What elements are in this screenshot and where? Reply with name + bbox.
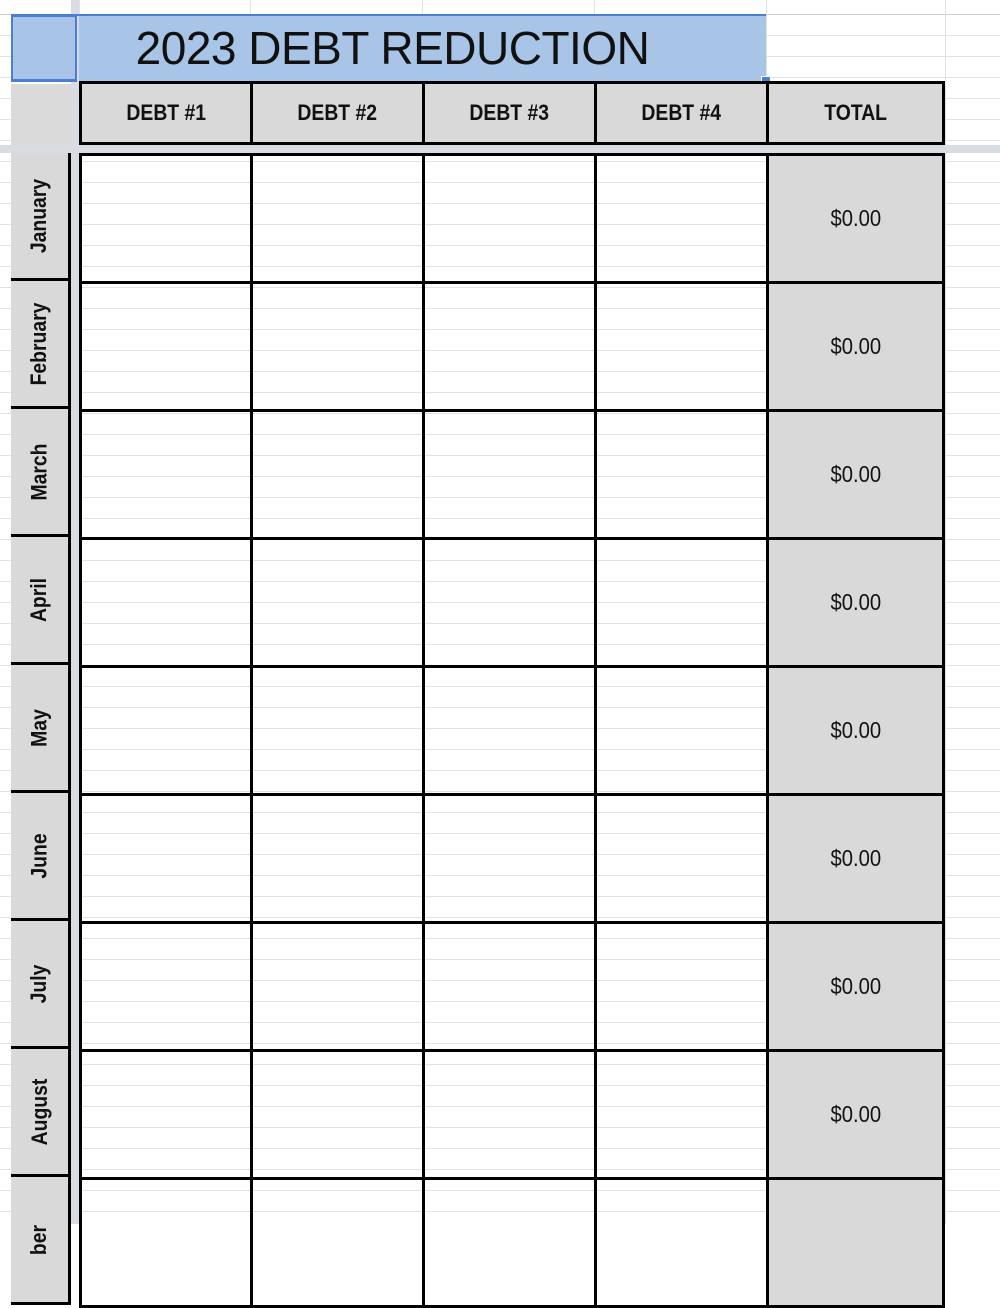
column-header-total[interactable] <box>766 81 945 145</box>
row-label-august[interactable] <box>11 1049 71 1177</box>
debt-1-cell[interactable] <box>79 537 253 668</box>
row-label-ber[interactable] <box>11 1177 71 1305</box>
selection-border <box>11 14 766 16</box>
debt-3-cell[interactable] <box>422 793 597 924</box>
debt-3-cell[interactable] <box>422 153 597 284</box>
month-label: January <box>26 178 52 253</box>
sheet-title: 2023 DEBT REDUCTION <box>135 22 650 74</box>
title-cell[interactable] <box>79 15 766 81</box>
month-label: ber <box>26 1224 52 1255</box>
column-header-debt-2[interactable] <box>250 81 425 145</box>
frozen-column-divider[interactable] <box>71 0 79 1224</box>
header-corner-cell[interactable] <box>11 84 71 145</box>
total-value: $0.00 <box>830 973 881 999</box>
debt-2-cell[interactable] <box>250 665 425 796</box>
row-label-february[interactable] <box>11 281 71 409</box>
column-header-debt-1[interactable] <box>79 81 253 145</box>
debt-1-cell[interactable] <box>79 1049 253 1180</box>
debt-2-cell[interactable] <box>250 537 425 668</box>
total-cell[interactable] <box>766 281 945 412</box>
debt-4-cell[interactable] <box>594 537 769 668</box>
debt-2-cell[interactable] <box>250 281 425 412</box>
total-cell[interactable] <box>766 153 945 284</box>
debt-2-cell[interactable] <box>250 153 425 284</box>
total-cell[interactable] <box>766 409 945 540</box>
row-label-may[interactable] <box>11 665 71 793</box>
grid-line <box>945 0 946 1224</box>
debt-1-cell[interactable] <box>79 921 253 1052</box>
selected-cell[interactable] <box>11 15 77 81</box>
row-label-january[interactable] <box>11 153 71 281</box>
debt-1-cell[interactable] <box>79 153 253 284</box>
debt-3-cell[interactable] <box>422 1177 597 1308</box>
debt-2-cell[interactable] <box>250 1177 425 1308</box>
column-header-debt-4[interactable] <box>594 81 769 145</box>
debt-4-cell[interactable] <box>594 281 769 412</box>
column-header-label: TOTAL <box>824 100 887 125</box>
debt-2-cell[interactable] <box>250 409 425 540</box>
total-cell[interactable] <box>766 793 945 924</box>
column-header-label: DEBT #4 <box>641 100 722 125</box>
column-header-label: DEBT #1 <box>126 100 206 125</box>
debt-1-cell[interactable] <box>79 1177 253 1308</box>
column-header-debt-3[interactable] <box>422 81 597 145</box>
debt-3-cell[interactable] <box>422 665 597 796</box>
debt-2-cell[interactable] <box>250 793 425 924</box>
month-label: July <box>26 964 52 1003</box>
debt-3-cell[interactable] <box>422 281 597 412</box>
total-value: $0.00 <box>830 1101 881 1127</box>
debt-3-cell[interactable] <box>422 921 597 1052</box>
month-label: March <box>26 442 52 501</box>
debt-2-cell[interactable] <box>250 921 425 1052</box>
total-value: $0.00 <box>830 461 881 487</box>
debt-4-cell[interactable] <box>594 153 769 284</box>
total-value: $0.00 <box>830 717 881 743</box>
month-label: August <box>26 1078 52 1145</box>
frozen-row-divider[interactable] <box>0 145 1000 153</box>
debt-3-cell[interactable] <box>422 1049 597 1180</box>
column-header-label: DEBT #2 <box>297 100 378 125</box>
total-value: $0.00 <box>830 845 881 871</box>
month-label: June <box>26 832 52 879</box>
total-cell[interactable] <box>766 665 945 796</box>
total-cell[interactable] <box>766 1049 945 1180</box>
debt-3-cell[interactable] <box>422 409 597 540</box>
selection-border <box>11 80 77 82</box>
total-value: $0.00 <box>830 205 881 231</box>
debt-2-cell[interactable] <box>250 1049 425 1180</box>
debt-1-cell[interactable] <box>79 409 253 540</box>
column-header-label: DEBT #3 <box>469 100 550 125</box>
debt-4-cell[interactable] <box>594 1049 769 1180</box>
debt-4-cell[interactable] <box>594 793 769 924</box>
debt-4-cell[interactable] <box>594 1177 769 1308</box>
total-value: $0.00 <box>830 589 881 615</box>
month-label: May <box>26 708 52 747</box>
month-label: February <box>26 302 52 385</box>
debt-1-cell[interactable] <box>79 793 253 924</box>
total-cell[interactable] <box>766 921 945 1052</box>
row-label-june[interactable] <box>11 793 71 921</box>
month-label: April <box>26 577 52 622</box>
debt-1-cell[interactable] <box>79 665 253 796</box>
total-cell[interactable] <box>766 537 945 668</box>
debt-3-cell[interactable] <box>422 537 597 668</box>
row-label-march[interactable] <box>11 409 71 537</box>
total-value: $0.00 <box>830 333 881 359</box>
row-label-july[interactable] <box>11 921 71 1049</box>
debt-4-cell[interactable] <box>594 921 769 1052</box>
debt-4-cell[interactable] <box>594 665 769 796</box>
total-cell[interactable] <box>766 1177 945 1308</box>
debt-4-cell[interactable] <box>594 409 769 540</box>
row-label-april[interactable] <box>11 537 71 665</box>
debt-1-cell[interactable] <box>79 281 253 412</box>
